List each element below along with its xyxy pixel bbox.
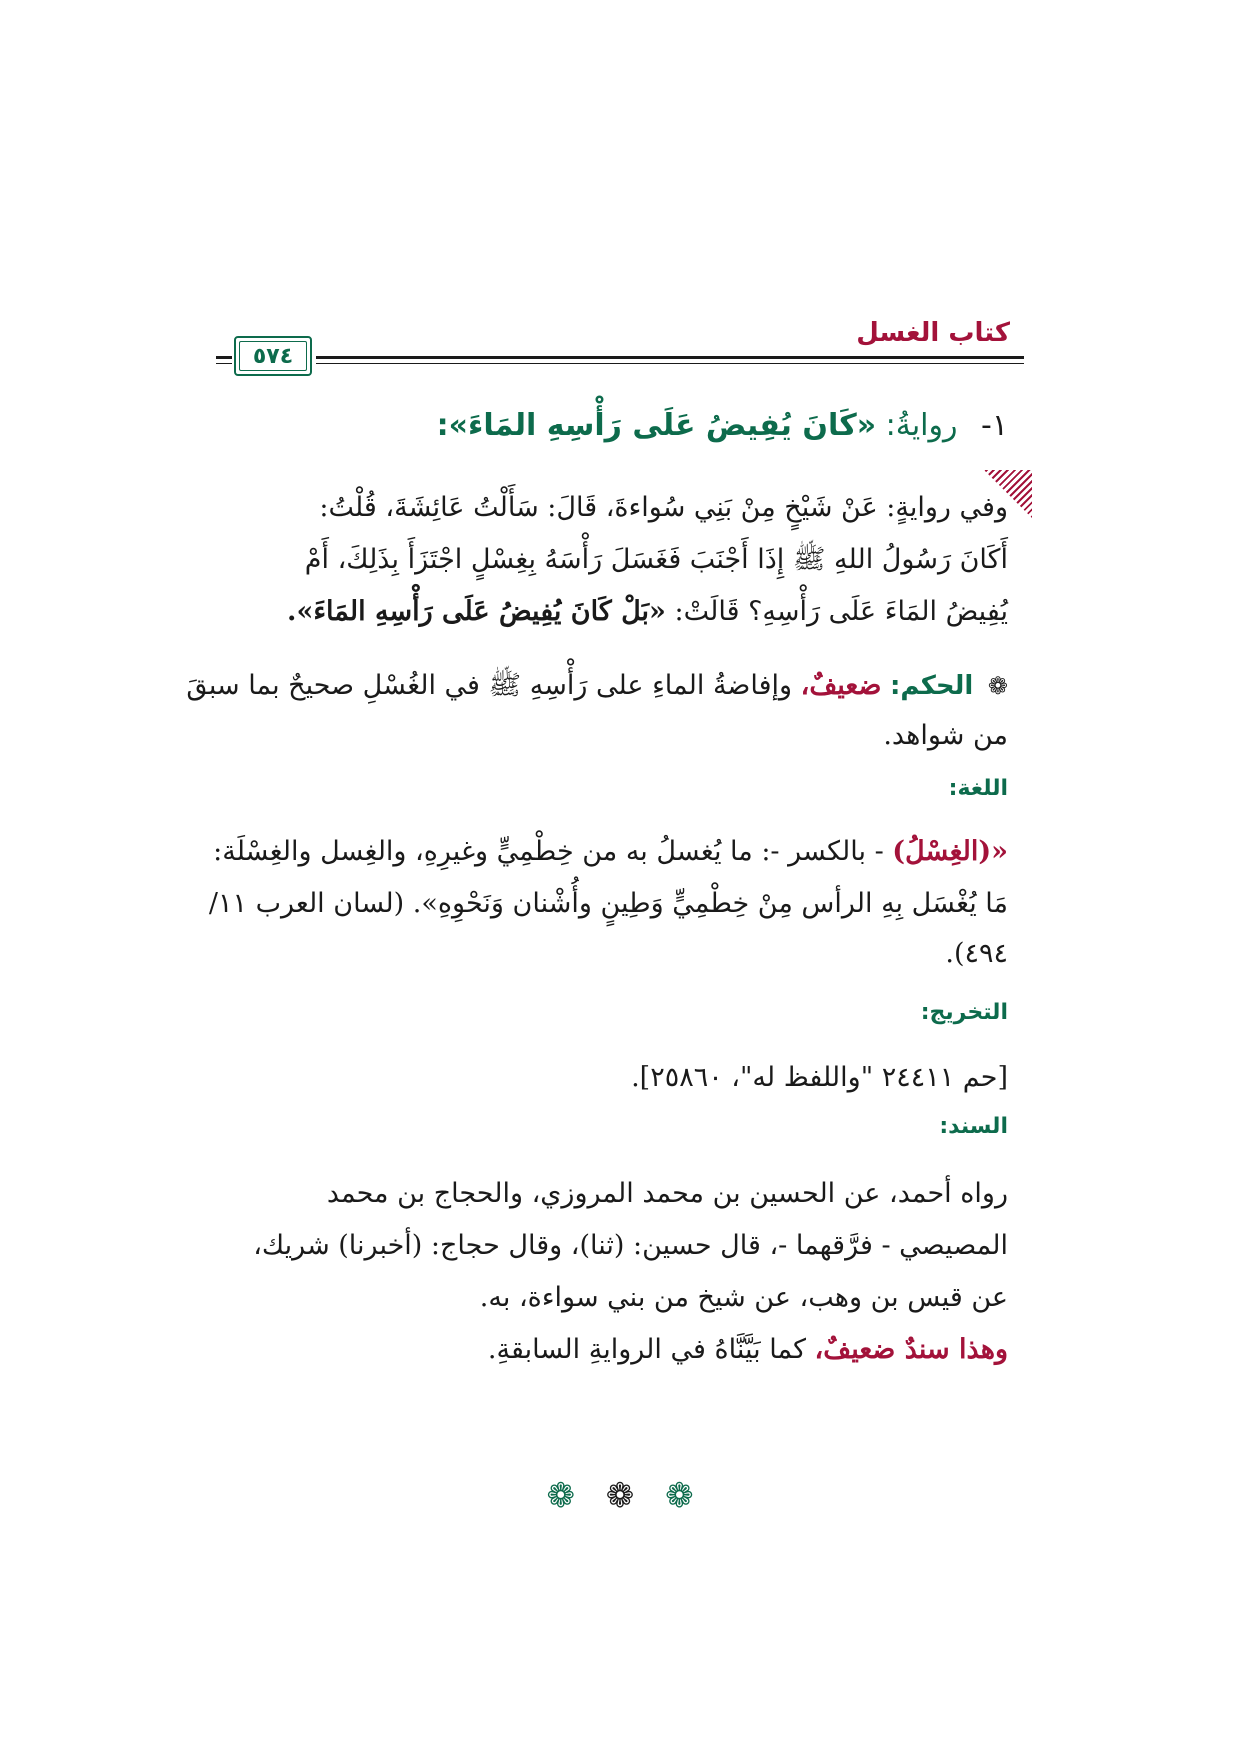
ruling-text: وإفاضةُ الماءِ على رَأْسِهِ ﷺ في الغُسْلِ صحيحٌ بما سبقَ bbox=[186, 670, 793, 701]
header-rule-thin bbox=[316, 363, 1024, 364]
footer-ornaments bbox=[0, 1476, 1240, 1516]
section-number: ١- bbox=[981, 408, 1008, 443]
hadith-quote-bold: «بَلْ كَانَ يُفِيضُ عَلَى رَأْسِهِ المَاءَ». bbox=[287, 596, 666, 627]
page-number: ٥٧٤ bbox=[252, 343, 294, 369]
language-line-1-rest: - بالكسر -: ما يُغسلُ به من خِطْمِيٍّ وغيرِهِ، والغِسل والغِسْلَة: bbox=[213, 836, 884, 867]
ruling-label: الحكم: bbox=[889, 671, 974, 701]
flower-ornament-icon: ❁ bbox=[987, 672, 1008, 700]
sanad-conclusion-rest: كما بَيَّنَّاهُ في الروايةِ السابقةِ. bbox=[487, 1334, 806, 1365]
ruling-verdict: ضعيفٌ، bbox=[800, 670, 882, 701]
flower-ornament-icon: ❁ bbox=[605, 1476, 635, 1516]
sanad-line-1: رواه أحمد، عن الحسين بن محمد المروزي، والحجاج بن محمد bbox=[326, 1178, 1008, 1209]
section-heading bbox=[437, 408, 1008, 443]
sanad-line-3: عن قيس بن وهب، عن شيخ من بني سواءة، به. bbox=[479, 1282, 1008, 1313]
book-title: كتاب الغسل bbox=[856, 318, 1010, 348]
language-word: «(الغِسْلُ) bbox=[892, 836, 1008, 867]
page-number-badge bbox=[234, 336, 312, 376]
hadith-line-3-plain: يُفِيضُ المَاءَ عَلَى رَأْسِهِ؟ قَالَتْ: bbox=[674, 596, 1008, 627]
language-line-2: مَا يُغْسَل بِهِ الرأس مِنْ خِطْمِيٍّ وَطِينٍ وأُشْنان وَنَحْوِهِ». (لسان العرب ١١/ bbox=[208, 888, 1008, 919]
sanad-line-2: المصيصي - فرَّقهما -، قال حسين: (ثنا)، وقال حجاج: (أخبرنا) شريك، bbox=[253, 1230, 1008, 1261]
header-rule bbox=[316, 356, 1024, 359]
hadith-line-3 bbox=[228, 586, 1008, 638]
flower-ornament-icon: ❁ bbox=[546, 1476, 575, 1516]
sanad-conclusion-bold: وهذا سندٌ ضعيفٌ، bbox=[814, 1334, 1008, 1365]
language-line-3: ٤٩٤). bbox=[945, 938, 1008, 969]
ruling-line-1 bbox=[186, 660, 1008, 712]
section-label: روايةُ: bbox=[885, 408, 958, 443]
sanad-conclusion bbox=[228, 1324, 1008, 1376]
sanad-label: السند: bbox=[939, 1114, 1008, 1139]
hadith-line-2: أَكَانَ رَسُولُ اللهِ ﷺ إِذَا أَجْنَبَ فَغَسَلَ رَأْسَهُ بِغِسْلٍ اجْتَزَأَ بِذَلِكَ، أَمْ bbox=[304, 544, 1008, 575]
takhrij-text: [حم ٢٤٤١١ "واللفظ له"، ٢٥٨٦٠]. bbox=[631, 1062, 1008, 1093]
header-rule-left bbox=[216, 356, 232, 359]
takhrij-label: التخريج: bbox=[920, 1000, 1008, 1025]
section-title: «كَانَ يُفِيضُ عَلَى رَأْسِهِ المَاءَ»: bbox=[436, 408, 877, 443]
hadith-line-1: وفي روايةٍ: عَنْ شَيْخٍ مِنْ بَنِي سُواءةَ، قَالَ: سَأَلْتُ عَائِشَةَ، قُلْتُ: bbox=[319, 492, 1008, 523]
flower-ornament-icon: ❁ bbox=[665, 1476, 694, 1516]
ruling-line-2: من شواهد. bbox=[883, 720, 1008, 751]
header-rule-left-thin bbox=[216, 363, 232, 364]
language-line-1 bbox=[213, 826, 1008, 878]
language-label: اللغة: bbox=[948, 776, 1008, 801]
